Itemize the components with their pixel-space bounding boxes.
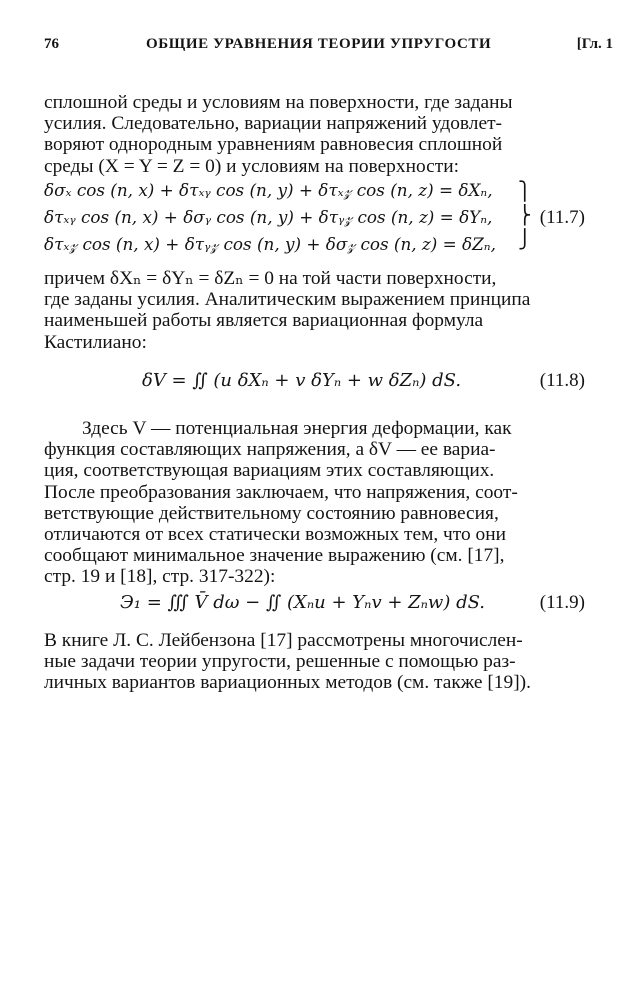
paragraph-line: стр. 19 и [18], стр. 317-322): xyxy=(44,566,276,588)
paragraph-line: сообщают минимальное значение выражению (см. [17], xyxy=(44,545,505,567)
paragraph-line: среды (X = Y = Z = 0) и условиям на поверхности: xyxy=(44,155,459,177)
page-number: 76 xyxy=(44,36,59,52)
paragraph-4 xyxy=(44,630,585,694)
paragraph-line: функция составляющих напряжения, а δV — ее вариа- xyxy=(44,439,496,461)
paragraph-line: наименьшей работы является вариационная формула xyxy=(44,310,484,332)
equation-system-11-7 xyxy=(44,180,585,260)
paragraph-line: Здесь V — потенциальная энергия деформации, как xyxy=(82,418,512,439)
chapter-label: [Гл. 1 xyxy=(576,36,613,52)
running-title: ОБЩИЕ УРАВНЕНИЯ ТЕОРИИ УПРУГОСТИ xyxy=(146,36,492,52)
equation-11-9 xyxy=(44,592,585,620)
paragraph-line: воряют однородным уравнениям равновесия сплошной xyxy=(44,134,503,156)
paragraph-line: ветствующие действительному состоянию равновесия, xyxy=(44,502,499,524)
system-equation-line: δτₓ𝓏 cos (n, x) + δτᵧ𝓏 cos (n, y) + δσ𝓏 cos (n, z) = δZₙ, xyxy=(44,234,496,254)
paragraph-line: причем δXₙ = δYₙ = δZₙ = 0 на той части поверхности, xyxy=(44,268,497,289)
paragraph-3 xyxy=(44,418,585,588)
paragraph-line: усилия. Следовательно, вариации напряжений удовлет- xyxy=(44,113,502,135)
paragraph-line: В книге Л. С. Лейбензона [17] рассмотрены многочислен- xyxy=(44,630,523,651)
running-header xyxy=(44,36,613,58)
paragraph-line: Кастилиано: xyxy=(44,331,147,353)
equation-number: (11.9) xyxy=(539,592,585,613)
equation-formula: Э₁ = ∭ V̄ dω − ∬ (Xₙu + Yₙv + Zₙw) dS. xyxy=(120,592,486,613)
system-equation-line: δσₓ cos (n, x) + δτₓᵧ cos (n, y) + δτₓ𝓏 cos (n, z) = δXₙ, xyxy=(44,180,493,200)
paragraph-line: После преобразования заключаем, что напряжения, соот- xyxy=(44,481,518,503)
equation-formula: δV = ∬ (u δXₙ + v δYₙ + w δZₙ) dS. xyxy=(142,370,462,391)
system-equation-line: δτₓᵧ cos (n, x) + δσᵧ cos (n, y) + δτᵧ𝓏 cos (n, z) = δYₙ, xyxy=(44,207,493,227)
paragraph-line: ция, соответствующая вариациям этих составляющих. xyxy=(44,460,495,482)
equation-11-8 xyxy=(44,370,585,398)
paragraph-1 xyxy=(44,92,585,177)
paragraph-line: ные задачи теории упругости, решенные с помощью раз- xyxy=(44,651,516,673)
paragraph-2 xyxy=(44,268,585,353)
paragraph-line: сплошной среды и условиям на поверхности, где заданы xyxy=(44,92,513,113)
paragraph-line: личных вариантов вариационных методов (см. также [19]). xyxy=(44,672,531,694)
equation-number: (11.7) xyxy=(539,207,585,228)
paragraph-line: где заданы усилия. Аналитическим выражением принципа xyxy=(44,289,531,311)
equation-number: (11.8) xyxy=(539,370,585,391)
paragraph-line: отличаются от всех статически возможных тем, что они xyxy=(44,524,507,546)
right-brace: ⎫ ⎬ ⎭ xyxy=(518,181,532,250)
